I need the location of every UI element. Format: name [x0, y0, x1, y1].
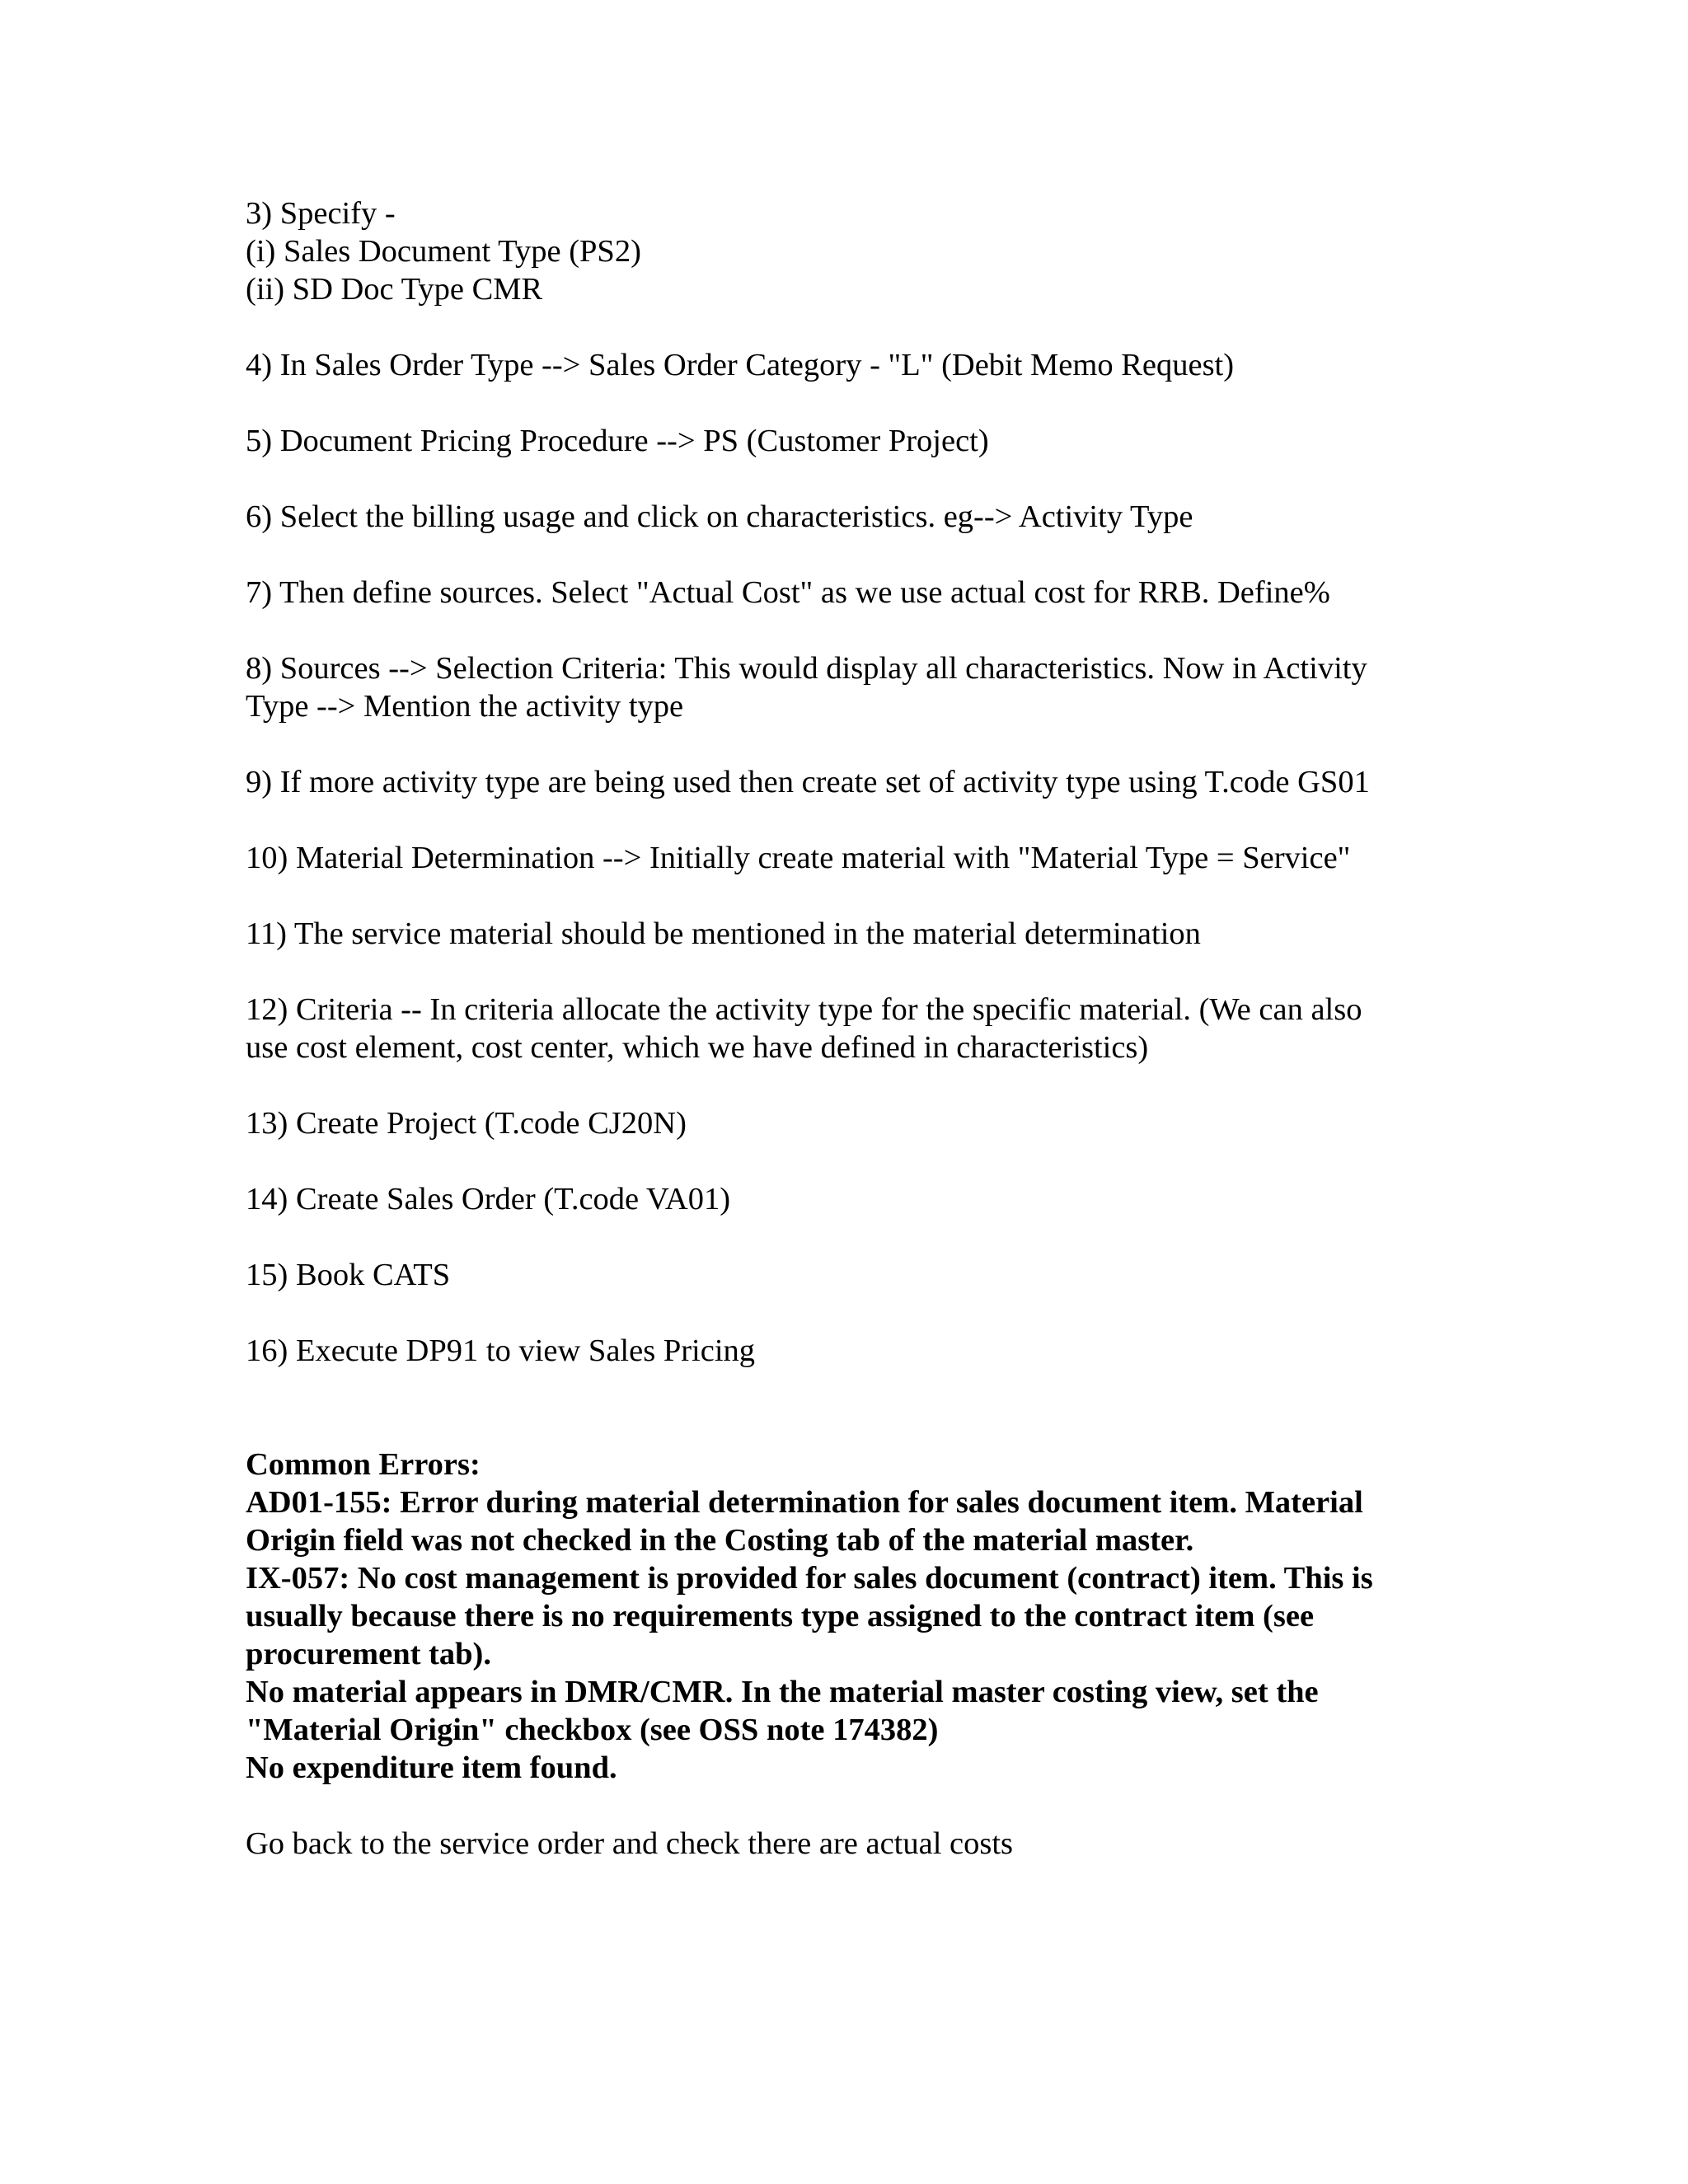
spacer	[246, 308, 1457, 346]
spacer	[246, 1370, 1457, 1446]
step-13: 13) Create Project (T.code CJ20N)	[246, 1106, 687, 1141]
errors-heading: Common Errors:	[246, 1447, 481, 1482]
step-5: 5) Document Pricing Procedure --> PS (Customer Project)	[246, 424, 989, 458]
error-ix057-line-3: procurement tab).	[246, 1637, 491, 1671]
step-16: 16) Execute DP91 to view Sales Pricing	[246, 1333, 756, 1368]
spacer	[246, 953, 1457, 991]
step-4: 4) In Sales Order Type --> Sales Order Category - "L" (Debit Memo Request)	[246, 348, 1235, 382]
step-11: 11) The service material should be mentioned in the material determination	[246, 916, 1201, 951]
step-3-item-ii: (ii) SD Doc Type CMR	[246, 272, 543, 307]
error-ix057-line-1: IX-057: No cost management is provided for sales document (contract) item. This is	[246, 1561, 1373, 1596]
error-dmr-cmr-line-2: "Material Origin" checkbox (see OSS note 174382)	[246, 1713, 939, 1747]
error-dmr-cmr-line-1: No material appears in DMR/CMR. In the material master costing view, set the	[246, 1675, 1319, 1709]
spacer	[246, 1294, 1457, 1332]
spacer	[246, 612, 1457, 649]
spacer	[246, 877, 1457, 915]
step-7: 7) Then define sources. Select "Actual Cost" as we use actual cost for RRB. Define%	[246, 575, 1330, 610]
spacer	[246, 460, 1457, 498]
spacer	[246, 1066, 1457, 1104]
step-3-title: 3) Specify -	[246, 196, 396, 231]
step-8-line-2: Type --> Mention the activity type	[246, 689, 684, 724]
step-3-item-i: (i) Sales Document Type (PS2)	[246, 234, 641, 269]
step-6: 6) Select the billing usage and click on characteristics. eg--> Activity Type	[246, 499, 1193, 534]
step-12-line-2: use cost element, cost center, which we have defined in characteristics)	[246, 1030, 1149, 1065]
document-page	[246, 194, 1457, 1863]
spacer	[246, 1787, 1457, 1825]
spacer	[246, 384, 1457, 422]
spacer	[246, 725, 1457, 763]
spacer	[246, 1218, 1457, 1256]
spacer	[246, 801, 1457, 839]
error-no-expenditure: No expenditure item found.	[246, 1750, 617, 1785]
footer-note: Go back to the service order and check there are actual costs	[246, 1826, 1014, 1861]
step-15: 15) Book CATS	[246, 1258, 451, 1292]
step-12-line-1: 12) Criteria -- In criteria allocate the activity type for the specific material. (We can also	[246, 992, 1362, 1027]
error-ad01-line-2: Origin field was not checked in the Costing tab of the material master.	[246, 1523, 1194, 1558]
step-10: 10) Material Determination --> Initially create material with "Material Type = Service"	[246, 841, 1351, 875]
error-ix057-line-2: usually because there is no requirements type assigned to the contract item (see	[246, 1599, 1315, 1633]
spacer	[246, 1142, 1457, 1180]
step-9: 9) If more activity type are being used then create set of activity type using T.code GS01	[246, 765, 1370, 799]
step-14: 14) Create Sales Order (T.code VA01)	[246, 1182, 731, 1216]
error-ad01-line-1: AD01-155: Error during material determination for sales document item. Material	[246, 1485, 1363, 1520]
step-8-line-1: 8) Sources --> Selection Criteria: This would display all characteristics. Now in Activity	[246, 651, 1367, 686]
spacer	[246, 536, 1457, 574]
